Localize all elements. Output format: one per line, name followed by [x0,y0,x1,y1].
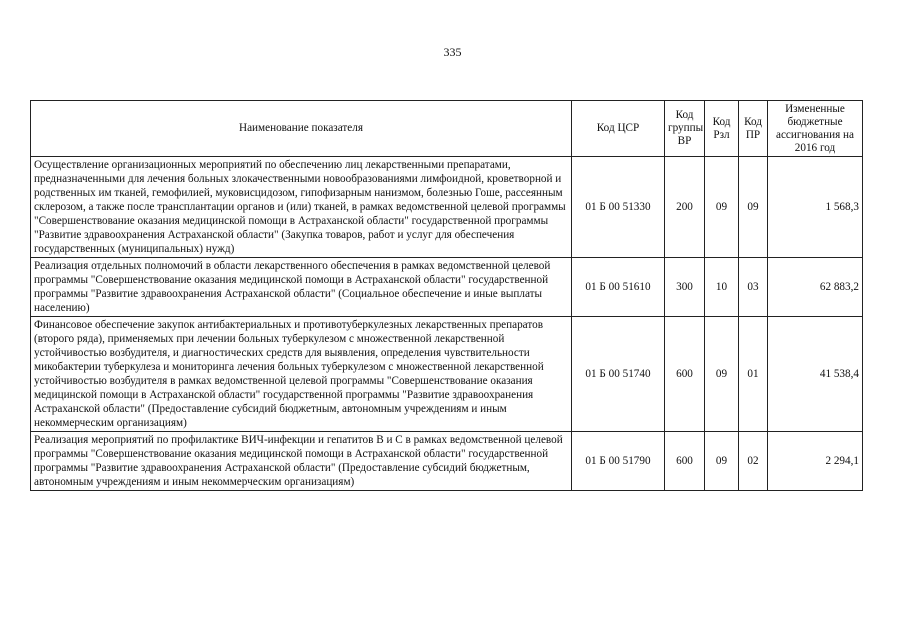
row-csr: 01 Б 00 51330 [572,157,665,258]
row-vr: 600 [665,317,705,432]
row-pr: 01 [739,317,768,432]
row-name: Осуществление организационных мероприятий по обеспечению лиц лекарственными препаратами, предназначенными для лечения больных злокачественными новообразованиями лимфоидной, кроветворной и родственных им тканей, гемофилией, муковисцидозом, гипофизарным нанизмом, болезнью Гоше, рассеянным склерозом, а также после трансплантации органов и (или) тканей, в рамках ведомственной целевой программы "Совершенствование оказания медицинской помощи в Астраханской области" государственной программы "Развитие здравоохранения Астраханской области" (Закупка товаров, работ и услуг для обеспечения государственных (муниципальных) нужд) [31,157,572,258]
row-rzl: 10 [705,258,739,317]
header-row [31,101,863,157]
budget-table [30,100,863,491]
table-body [31,157,863,491]
row-amount: 41 538,4 [768,317,863,432]
row-rzl: 09 [705,157,739,258]
row-csr: 01 Б 00 51740 [572,317,665,432]
row-vr: 200 [665,157,705,258]
row-vr: 300 [665,258,705,317]
row-pr: 02 [739,432,768,491]
row-name: Реализация отдельных полномочий в области лекарственного обеспечения в рамках ведомственной целевой программы "Совершенствование оказания медицинской помощи в Астраханской области" государственной программы "Развитие здравоохранения Астраханской области" (Социальное обеспечение и иные выплаты населению) [31,258,572,317]
header-name: Наименование показателя [31,101,572,157]
header-vr: Код группы ВР [665,101,705,157]
row-rzl: 09 [705,317,739,432]
header-rzl: Код Рзл [705,101,739,157]
table-row [31,432,863,491]
row-amount: 62 883,2 [768,258,863,317]
table-row [31,317,863,432]
row-csr: 01 Б 00 51790 [572,432,665,491]
table-row [31,258,863,317]
table-header [31,101,863,157]
row-name: Финансовое обеспечение закупок антибактериальных и противотуберкулезных лекарственных препаратов (второго ряда), применяемых при лечении больных туберкулезом с множественной лекарственной устойчивостью возбудителя, и диагностических средств для выявления, определения чувствительности микобактерии туберкулеза и мониторинга лечения больных туберкулезом с множественной лекарственной устойчивостью возбудителя в рамках ведомственной целевой программы "Совершенствование оказания медицинской помощи в Астраханской области" государственной программы "Развитие здравоохранения Астраханской области" (Предоставление субсидий бюджетным, автономным учреждениям и иным некоммерческим организациям) [31,317,572,432]
row-amount: 1 568,3 [768,157,863,258]
page-number: 335 [443,45,462,59]
row-vr: 600 [665,432,705,491]
row-csr: 01 Б 00 51610 [572,258,665,317]
row-pr: 09 [739,157,768,258]
row-name: Реализация мероприятий по профилактике ВИЧ-инфекции и гепатитов В и С в рамках ведомственной целевой программы "Совершенствование оказания медицинской помощи в Астраханской области" государственной программы "Развитие здравоохранения Астраханской области" (Предоставление субсидий бюджетным, автономным учреждениям и иным некоммерческим организациям) [31,432,572,491]
row-pr: 03 [739,258,768,317]
header-pr: Код ПР [739,101,768,157]
row-rzl: 09 [705,432,739,491]
header-amount: Измененные бюджетные ассигнования на 2016 год [768,101,863,157]
row-amount: 2 294,1 [768,432,863,491]
header-csr: Код ЦСР [572,101,665,157]
table-row [31,157,863,258]
